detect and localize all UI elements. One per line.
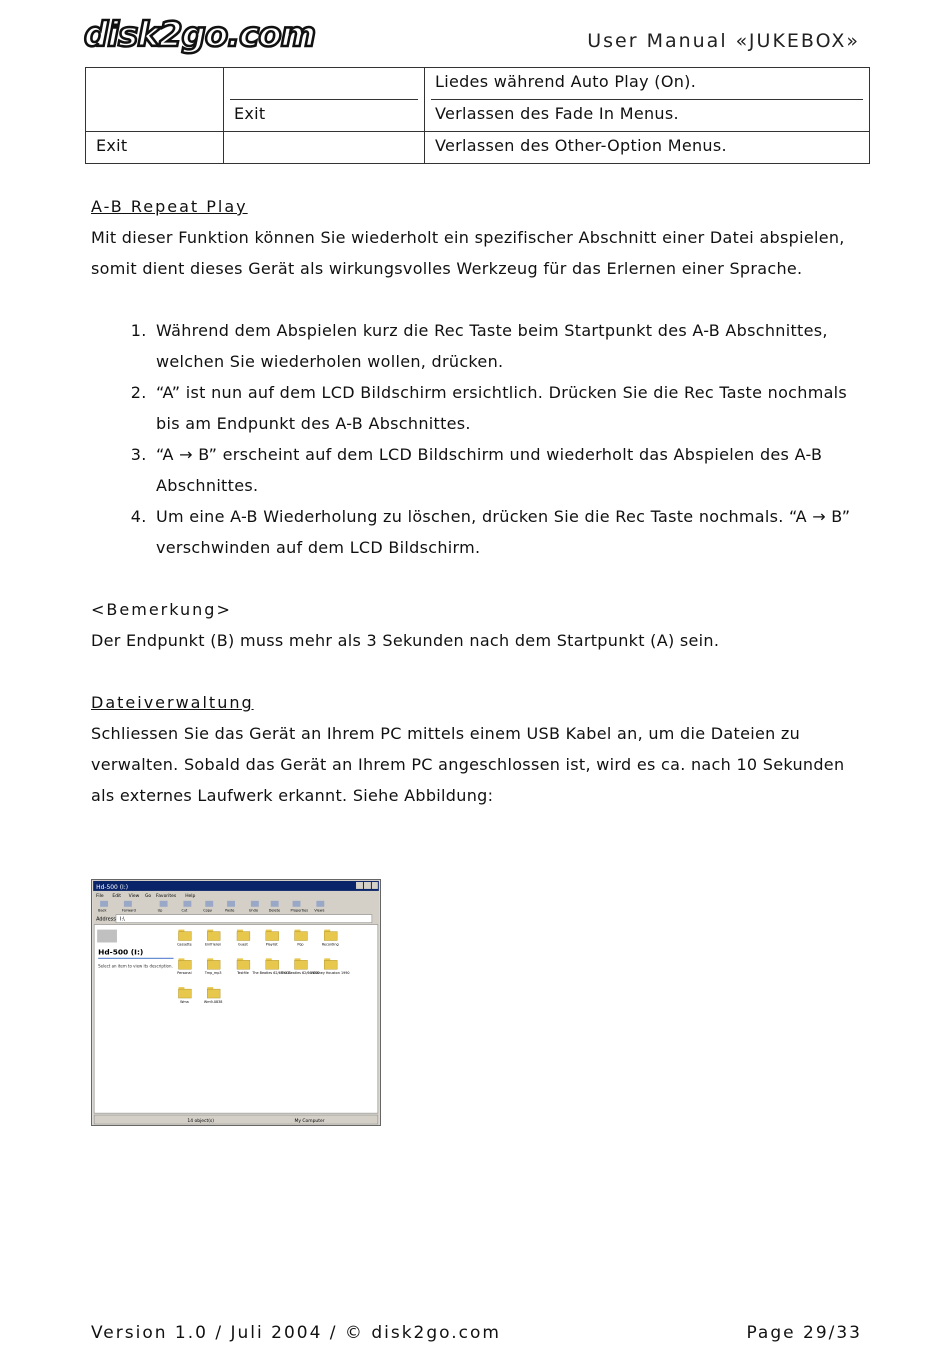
list-item: 1. Während dem Abspielen kurz die Rec Taste beim Startpunkt des A-B Abschnittes, welchen Sie wiederholen wollen, drücken. [152,315,871,377]
toolbar-button-icon[interactable] [100,901,108,907]
folder-icon[interactable] [324,932,337,941]
svg-text:disk2go.com: disk2go.com [84,15,316,55]
folder-label[interactable]: Einfrieren [205,942,222,947]
explorer-screenshot [91,879,381,1126]
menu-item[interactable]: Help [185,893,196,899]
folder-label[interactable]: Wm9-0838 [203,999,223,1004]
menu-item[interactable]: Favorites [156,893,177,899]
menu-item[interactable]: Go [144,893,152,899]
menu-item[interactable]: View [128,893,140,899]
table-row [86,68,870,132]
toolbar-button-icon[interactable] [227,901,235,907]
folder-label[interactable]: Recording [321,942,339,947]
folder-icon[interactable] [295,932,308,941]
folder-icon[interactable] [295,960,308,969]
table-cell-text: Exit [96,136,128,155]
table-cell-line [224,68,424,99]
menu-item[interactable]: File [96,893,104,899]
footer-page-number: Page 29/33 [746,1323,862,1343]
note-text: Der Endpunkt (B) muss mehr als 3 Sekunden nach dem Startpunkt (A) sein. [91,631,720,650]
drive-label: Hd-500 (I:) [98,947,144,957]
header-title: User Manual «JUKEBOX» [587,30,860,52]
folder-icon[interactable] [178,989,191,998]
toolbar-button-icon[interactable] [183,901,191,907]
toolbar-button-icon[interactable] [205,901,213,907]
folder-label[interactable]: Personal [177,971,192,976]
disk2go-logo [82,10,316,56]
folder-label[interactable]: Playlist [265,942,278,947]
options-table [85,67,870,164]
table-cell [224,68,425,132]
address-label: Address [96,916,116,923]
folder-label[interactable]: Guest [238,942,248,947]
folder-icon[interactable] [266,960,279,969]
maximize-button[interactable] [364,882,371,889]
toolbar-button-icon[interactable] [271,901,279,907]
status-right: My Computer [294,1119,325,1125]
toolbar-button-label[interactable]: Cut [181,908,188,913]
folder-icon[interactable] [237,960,250,969]
table-cell [425,132,870,164]
folder-label[interactable]: Whitney Houston 1990 [310,971,350,976]
toolbar-button-label[interactable]: Copy [203,908,213,913]
table-cell [86,132,224,164]
footer-version: Version 1.0 / Juli 2004 / © disk2go.com [91,1323,501,1343]
folder-label[interactable]: The Beatles 62/66 CD1 [252,971,292,976]
window-title: Hd-500 (I:) [96,883,129,891]
folder-icon[interactable] [207,932,220,941]
folder-icon[interactable] [324,960,337,969]
folder-icon[interactable] [207,960,220,969]
toolbar-button-label[interactable]: Paste [225,908,235,913]
toolbar-button-label[interactable]: Back [98,908,107,913]
toolbar-button-icon[interactable] [160,901,168,907]
address-value: I:\ [119,916,125,923]
toolbar-button-icon[interactable] [316,901,324,907]
menu-item[interactable]: Edit [112,893,122,899]
pane-hint: Select an item to view its description. [98,963,173,969]
address-input[interactable] [116,915,372,923]
table-cell-text [224,132,424,163]
folder-icon[interactable] [178,932,191,941]
toolbar-button-label[interactable]: Properties [290,908,309,913]
toolbar-button-label[interactable]: Undo [248,908,258,913]
window-titlebar [93,881,379,891]
table-cell-line: Liedes während Auto Play (On). [435,72,697,91]
table-cell-text: Verlassen des Other-Option Menus. [435,136,727,155]
toolbar-button-label[interactable]: Up [157,908,163,913]
list-item: 2. “A” ist nun auf dem LCD Bildschirm ersichtlich. Drücken Sie die Rec Taste nochmals bis am Endpunkt des A-B Abschnittes. [152,377,871,439]
folder-label[interactable]: Testfile [237,971,249,976]
list-item: 3. “A → B” erscheint auf dem LCD Bildschirm und wiederholt das Abspielen des A-B Abschnittes. [152,439,871,501]
drive-icon [97,930,117,943]
ab-repeat-intro: Mit dieser Funktion können Sie wiederholt ein spezifischer Abschnitt einer Datei abspielen, somit dient dieses Gerät als wirkungsvolles Werkzeug für das Erlernen einer Sprache. [91,228,845,278]
status-left: 14 object(s) [187,1119,215,1125]
note-label: <Bemerkung> [91,600,232,619]
main-content [91,191,871,811]
folder-icon[interactable] [237,932,250,941]
table-cell [425,68,870,132]
section-heading-file-management: Dateiverwaltung [91,693,254,712]
toolbar-button-icon[interactable] [251,901,259,907]
table-row [86,132,870,164]
toolbar-button-label[interactable]: Views [314,908,325,913]
status-bar [94,1115,378,1124]
table-cell [224,132,425,164]
folder-icon[interactable] [178,960,191,969]
toolbar-button-label[interactable]: Forward [121,908,136,913]
toolbar-button-label[interactable]: Delete [268,908,281,913]
minimize-button[interactable] [356,882,363,889]
folder-icon[interactable] [207,989,220,998]
folder-label[interactable]: Cassette [177,942,192,947]
toolbar-button-icon[interactable] [293,901,301,907]
list-item: 4. Um eine A-B Wiederholung zu löschen, drücken Sie die Rec Taste nochmals. “A → B” verschwinden auf dem LCD Bildschirm. [152,501,871,563]
folder-label[interactable]: Pop [297,942,304,947]
table-cell-line: Exit [234,104,266,123]
folder-label[interactable]: The Beatles 62/66 CD2 [281,971,320,976]
close-button[interactable] [372,882,378,889]
toolbar-button-icon[interactable] [124,901,132,907]
folder-icon[interactable] [266,932,279,941]
folder-label[interactable]: Wma [180,999,189,1004]
section-heading-ab-repeat: A-B Repeat Play [91,197,248,216]
table-cell-line: Verlassen des Fade In Menus. [435,104,679,123]
folder-label[interactable]: Tmp_mp3 [204,971,222,976]
file-management-text: Schliessen Sie das Gerät an Ihrem PC mittels einem USB Kabel an, um die Dateien zu verwalten. Sobald das Gerät an Ihrem PC angeschlossen ist, wird es ca. nach 10 Sekunden als externes Laufwerk erkannt. Siehe Abbildung: [91,724,845,805]
table-cell [86,68,224,132]
ab-repeat-steps [91,315,871,563]
